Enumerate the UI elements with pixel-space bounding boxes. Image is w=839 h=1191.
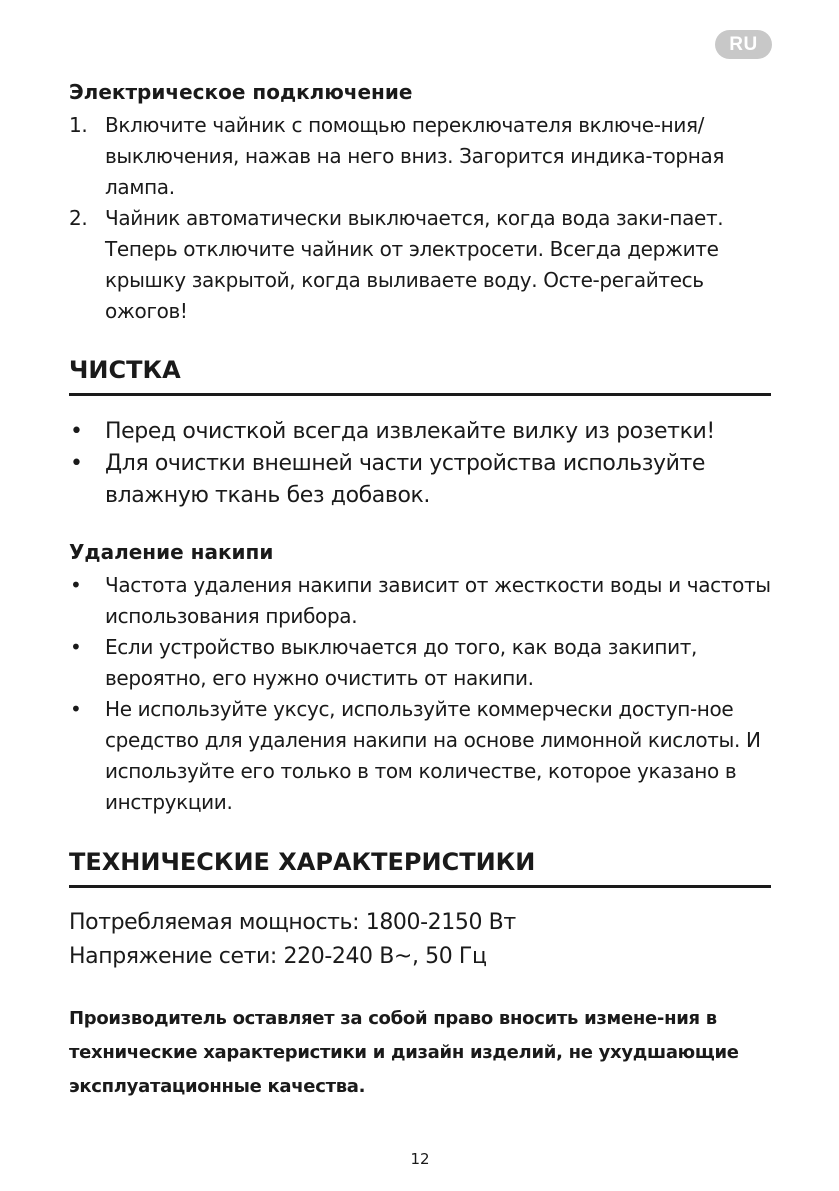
language-badge: RU [715, 30, 772, 59]
list-item-text: Если устройство выключается до того, как вода закипит, вероятно, его нужно очистить от накипи. [105, 635, 698, 690]
list-item-text: Чайник автоматически выключается, когда вода заки-пает. Теперь отключите чайник от электросети. Всегда держите крышку закрытой, когда выливаете воду. Осте-регайтесь ожогов! [105, 206, 724, 323]
cleaning-heading: ЧИСТКА [69, 356, 181, 384]
section-divider [69, 393, 771, 396]
list-marker: 1. [69, 113, 88, 137]
list-item [69, 416, 771, 448]
manual-page [69, 0, 771, 1191]
list-item-text: Перед очисткой всегда извлекайте вилку из розетки! [105, 419, 715, 444]
list-item-text: Не используйте уксус, используйте коммерчески доступ-ное средство для удаления накипи на основе лимонной кислоты. И используйте его только в том количестве, которое указано в инструкции. [105, 697, 761, 814]
bullet-marker: • [70, 635, 82, 659]
list-item [69, 570, 771, 632]
list-item [69, 110, 771, 203]
electrical-steps-list [69, 110, 771, 327]
manufacturer-disclaimer: Производитель оставляет за собой право вносить измене-ния в технические характеристики и дизайн изделий, не ухудшающие эксплуатационные качества. [69, 1008, 739, 1097]
list-item [69, 694, 771, 818]
electrical-connection-heading: Электрическое подключение [69, 80, 413, 104]
bullet-marker: • [70, 451, 83, 476]
list-item [69, 203, 771, 327]
bullet-marker: • [70, 419, 83, 444]
list-item-text: Частота удаления накипи зависит от жесткости воды и частоты использования прибора. [105, 573, 771, 628]
power-consumption: Потребляемая мощность: 1800-2150 Вт [69, 910, 516, 935]
mains-voltage: Напряжение сети: 220-240 В~, 50 Гц [69, 944, 487, 969]
list-item [69, 448, 771, 512]
descaling-heading: Удаление накипи [69, 540, 274, 564]
list-item-text: Включите чайник с помощью переключателя включе-ния/выключения, нажав на него вниз. Загорится индика-торная лампа. [105, 113, 725, 199]
list-item [69, 632, 771, 694]
descaling-list [69, 570, 771, 818]
list-item-text: Для очистки внешней части устройства используйте влажную ткань без добавок. [105, 451, 706, 508]
specifications-heading: ТЕХНИЧЕСКИЕ ХАРАКТЕРИСТИКИ [69, 848, 536, 876]
section-divider [69, 885, 771, 888]
bullet-marker: • [70, 573, 82, 597]
list-marker: 2. [69, 206, 88, 230]
specifications-block [69, 906, 516, 974]
page-number: 12 [410, 1150, 430, 1168]
bullet-marker: • [70, 697, 82, 721]
cleaning-list [69, 416, 771, 512]
